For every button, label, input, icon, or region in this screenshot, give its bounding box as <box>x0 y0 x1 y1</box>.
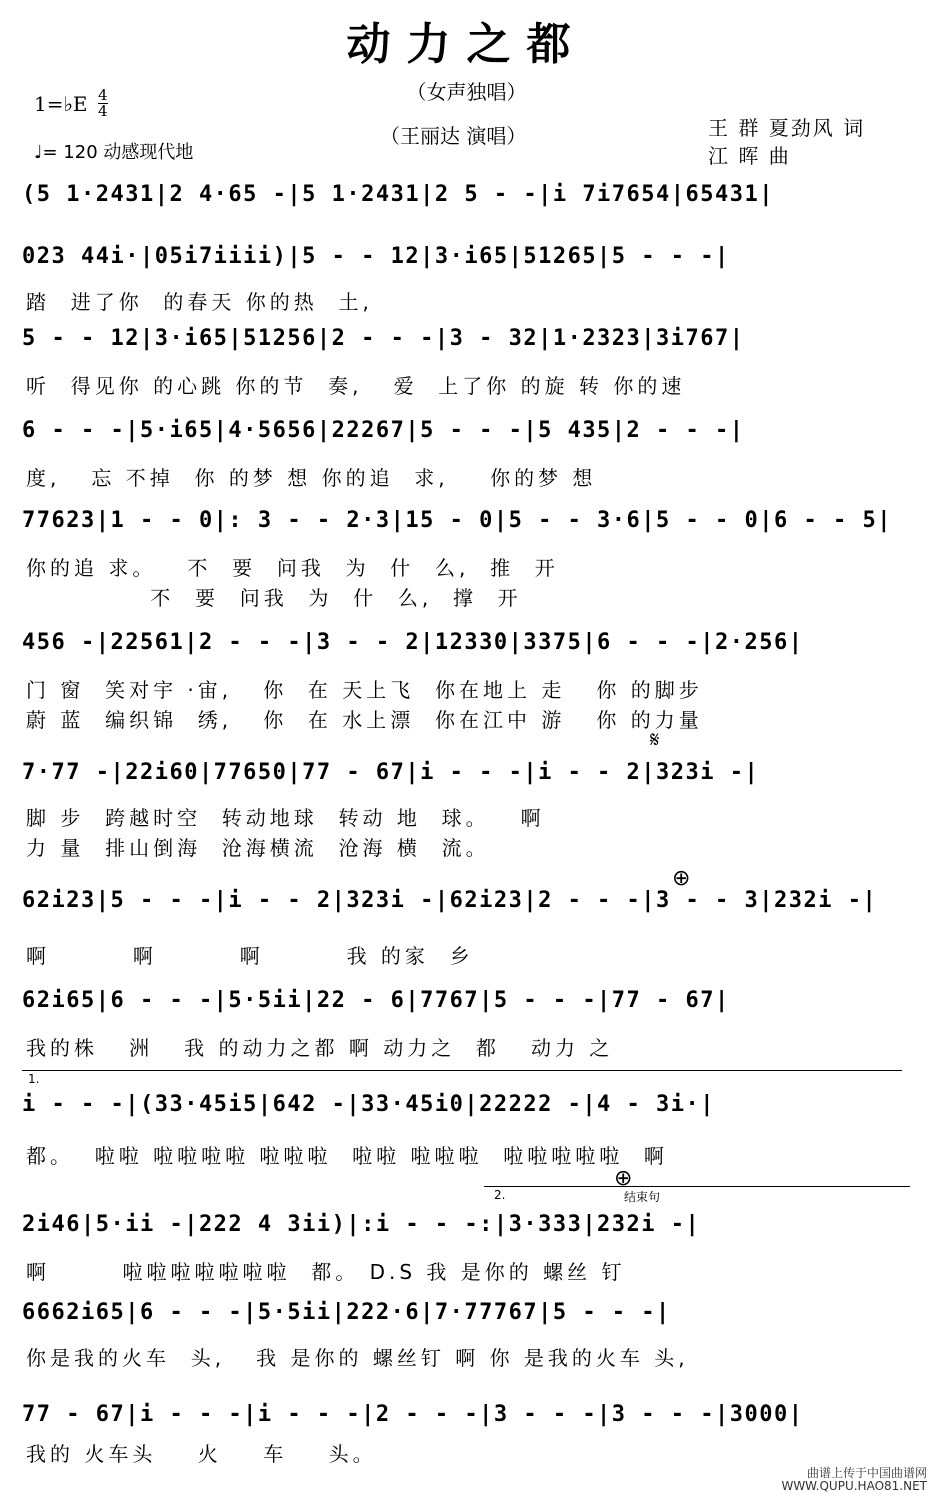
footer <box>781 1467 927 1493</box>
lyric-line: 都。 啦啦 啦啦啦啦 啦啦啦 啦啦 啦啦啦 啦啦啦啦啦 啊 <box>26 1144 668 1168</box>
score-row: i - - -|(33·45i5|642 -|33·45i0|22222 -|4 - 3i·| <box>22 1092 716 1117</box>
volta-2-line <box>484 1186 910 1187</box>
score-row: 77623|1 - - 0|: 3 - - 2·3|15 - 0|5 - - 3·6|5 - - 0|6 - - 5| <box>22 508 892 533</box>
lyric-line: 我的株 洲 我 的动力之都 啊 动力之 都 动力 之 <box>26 1036 614 1060</box>
performer: （王丽达 演唱） <box>380 124 527 148</box>
composer-credit: 江 晖 曲 <box>708 144 791 168</box>
score-row: 62i23|5 - - -|i - - 2|323i -|62i23|2 - - -|3 - - 3|232i -| <box>22 888 878 913</box>
volta-2-label: 2. <box>494 1188 506 1202</box>
coda-label: 结束句 <box>624 1190 661 1204</box>
lyric-line: 啊 啊 啊 我 的家 乡 <box>26 944 474 968</box>
lyric-line: 我的 火车头 火 车 头。 <box>26 1442 377 1466</box>
score-row: (5 1·2431|2 4·65 -|5 1·2431|2 5 - -|i 7i7654|65431| <box>22 182 775 207</box>
lyric-line: 听 得见你 的心跳 你的节 奏, 爱 上了你 的旋 转 你的速 <box>26 374 686 398</box>
score-row: 456 -|22561|2 - - -|3 - - 2|12330|3375|6 - - -|2·256| <box>22 630 804 655</box>
key-signature: 1=♭E <box>34 92 88 116</box>
score-row: 6662i65|6 - - -|5·5ii|222·6|7·77767|5 - - -| <box>22 1300 671 1325</box>
meter-bottom: 4 <box>98 102 108 120</box>
volta-1-label: 1. <box>28 1072 40 1086</box>
subtitle: （女声独唱） <box>406 80 527 104</box>
segno-icon: 𝄋 <box>650 728 660 753</box>
meter-top: 4 <box>98 86 108 104</box>
score-row: 6 - - -|5·i65|4·5656|22267|5 - - -|5 435|2 - - -| <box>22 418 745 443</box>
tempo-marking: ♩= 120 动感现代地 <box>34 142 194 163</box>
score-row: 7·77 -|22i60|77650|77 - 67|i - - -|i - - 2|323i -| <box>22 760 760 785</box>
lyric-line: 门 窗 笑对宇 ·宙, 你 在 天上飞 你在地上 走 你 的脚步 <box>26 678 703 702</box>
lyric-line: 踏 进了你 的春天 你的热 土, <box>26 290 373 314</box>
lyricist-credit: 王 群 夏劲风 词 <box>708 116 866 140</box>
coda-icon: ⊕ <box>672 866 691 891</box>
lyric-line-verse-2: 力 量 排山倒海 沧海横流 沧海 横 流。 <box>26 836 490 860</box>
lyric-line: 度, 忘 不掉 你 的梦 想 你的追 求, 你的梦 想 <box>26 466 597 490</box>
footer-line-1: 曲谱上传于中国曲谱网 <box>806 1466 927 1480</box>
page-title: 动力之都 <box>346 19 587 70</box>
lyric-line: 你是我的火车 头, 我 是你的 螺丝钉 啊 你 是我的火车 头, <box>26 1346 689 1370</box>
score-row: 62i65|6 - - -|5·5ii|22 - 6|7767|5 - - -|77 - 67| <box>22 988 730 1013</box>
time-signature <box>98 88 108 119</box>
footer-line-2: WWW.QUPU.HAO81.NET <box>781 1479 927 1493</box>
lyric-line: 啊 啦啦啦啦啦啦啦 都。 D.S 我 是你的 螺丝 钉 <box>26 1260 626 1284</box>
volta-1-line <box>22 1070 902 1071</box>
lyric-line: 你的追 求。 不 要 问我 为 什 么, 推 开 <box>26 556 559 580</box>
coda-icon-2: ⊕ <box>614 1166 633 1191</box>
lyric-line: 脚 步 跨越时空 转动地球 转动 地 球。 啊 <box>26 806 545 830</box>
score-row: 5 - - 12|3·i65|51256|2 - - -|3 - 32|1·2323|3i767| <box>22 326 745 351</box>
score-row: 2i46|5·ii -|222 4 3ii)|:i - - -:|3·333|232i -| <box>22 1212 701 1237</box>
score-row: 77 - 67|i - - -|i - - -|2 - - -|3 - - -|3 - - -|3000| <box>22 1402 804 1427</box>
score-row: 023 44i·|05i7iiii)|5 - - 12|3·i65|51265|5 - - -| <box>22 244 730 269</box>
lyric-line-verse-2: 蔚 蓝 编织锦 绣, 你 在 水上漂 你在江中 游 你 的力量 <box>26 708 703 732</box>
lyric-line-verse-2: 不 要 问我 为 什 么, 撑 开 <box>26 586 522 610</box>
